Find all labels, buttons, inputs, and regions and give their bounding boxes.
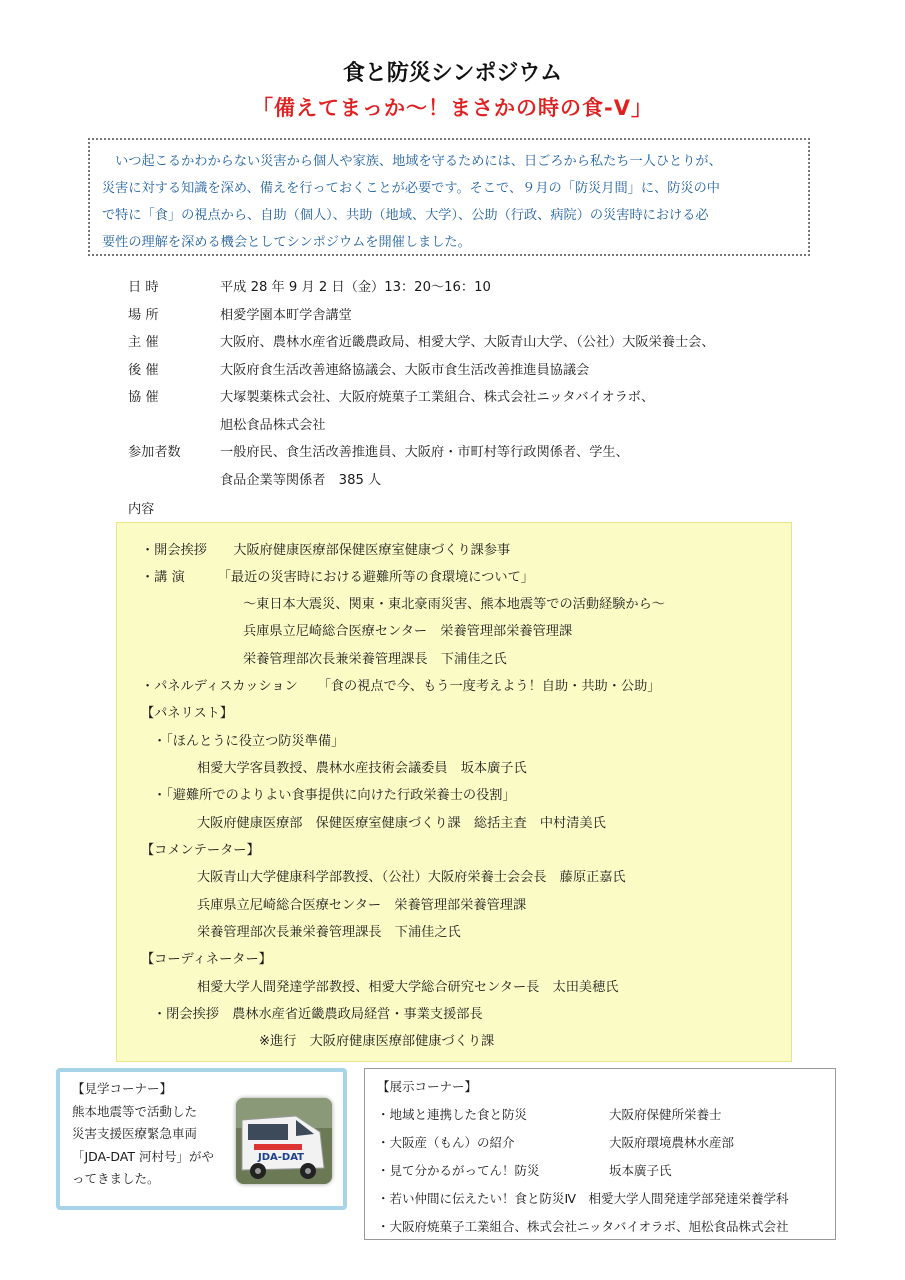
program-line: 相愛大学客員教授、農林水産技術会議委員 坂本廣子氏: [197, 761, 527, 776]
info-value: 大塚製薬株式会社、大阪府焼菓子工業組合、株式会社ニッタバイオラボ、: [220, 390, 655, 405]
exhibit-exhibitor: 大阪府環境農林水産部: [609, 1135, 735, 1150]
exhibit-corner: [364, 1068, 836, 1240]
intro-box: [88, 138, 810, 256]
intro-line: 要性の理解を深める機会としてシンポジウムを開催しました。: [102, 235, 471, 250]
info-row-participants: [128, 439, 828, 494]
info-value: 一般府民、食生活改善推進員、大阪府・市町村等行政関係者、学生、: [220, 445, 629, 460]
program-line: ・「ほんとうに役立つ防災準備」: [153, 734, 345, 749]
van-logo-text: JDA-DAT: [258, 1152, 304, 1163]
info-value: 食品企業等関係者 385 人: [220, 472, 382, 488]
program-line: ・「避難所でのよりよい食事提供に向けた行政栄養士の役割」: [153, 788, 516, 803]
visit-line: ってきました。: [72, 1171, 160, 1186]
program-line: 相愛大学人間発達学部教授、相愛大学総合研究センター長 太田美穂氏: [197, 980, 619, 995]
visit-corner: [56, 1068, 347, 1210]
event-info: [128, 274, 828, 494]
info-value: 大阪府食生活改善連絡協議会、大阪市食生活改善推進員協議会: [220, 362, 590, 378]
page-title: 食と防災シンポジウム: [342, 61, 563, 86]
info-key: 後 催: [128, 362, 159, 378]
visit-line: 熊本地震等で活動した: [72, 1103, 198, 1119]
program-line: ・パネルディスカッション 「食の視点で今、もう一度考えよう！自助・共助・公助」: [141, 679, 661, 694]
visit-line: 「JDA-DAT 河村号」がや: [72, 1148, 214, 1164]
info-row-organizer: [128, 329, 828, 357]
exhibit-item: ・地域と連携した食と防災: [377, 1107, 528, 1122]
info-value: 相愛学園本町学舎講堂: [220, 307, 352, 323]
program-box: [116, 522, 792, 1062]
program-line: 大阪府健康医療部 保健医療室健康づくり課 総括主査 中村清美氏: [197, 816, 606, 831]
visit-line: 災害支援医療緊急車両: [72, 1126, 198, 1141]
program-section-heading: 【コメンテーター】: [141, 843, 260, 858]
intro-line: 災害に対する知識を深め、備えを行っておくことが必要です。そこで、９月の「防災月間」に、防災の中: [102, 181, 720, 196]
program-line: ※進行 大阪府健康医療部健康づくり課: [259, 1034, 495, 1049]
program-line: 栄養管理部次長兼栄養管理課長 下浦佳之氏: [197, 925, 461, 940]
exhibit-item: ・大阪府焼菓子工業組合、株式会社ニッタバイオラボ、旭松食品株式会社: [377, 1219, 789, 1234]
info-row-supporter: [128, 357, 828, 385]
exhibit-item: ・大阪産（もん）の紹介: [377, 1135, 515, 1150]
exhibit-item: ・見て分かるがってん！防災: [377, 1163, 540, 1178]
exhibit-heading: 【展示コーナー】: [377, 1079, 478, 1094]
info-key: 主 催: [128, 335, 159, 350]
info-key: 場 所: [128, 307, 159, 323]
info-key: 日 時: [128, 280, 159, 295]
program-line: ・閉会挨拶 農林水産省近畿農政局経営・事業支援部長: [153, 1007, 483, 1022]
exhibit-item: ・若い仲間に伝えたい！食と防災Ⅳ 相愛大学人間発達学部発達栄養学科: [377, 1191, 789, 1206]
page-subtitle: 「備えてまっか～！まさかの時の食-Ⅴ」: [252, 96, 653, 120]
exhibit-exhibitor: 大阪府保健所栄養士: [609, 1107, 722, 1122]
contents-label: 内容: [128, 502, 155, 517]
van-photo: [236, 1098, 332, 1184]
program-line: 兵庫県立尼崎総合医療センター 栄養管理部栄養管理課: [197, 898, 527, 913]
program-line: ～東日本大震災、関東・東北豪雨災害、熊本地震等での活動経験から～: [243, 597, 665, 612]
info-row-sponsor: [128, 384, 828, 439]
info-value: 大阪府、農林水産省近畿農政局、相愛大学、大阪青山大学、（公社）大阪栄養士会、: [220, 335, 715, 350]
info-row-date: [128, 274, 828, 302]
exhibit-exhibitor: 坂本廣子氏: [609, 1163, 672, 1178]
visit-heading: 【見学コーナー】: [72, 1081, 173, 1096]
program-line: ・講 演 「最近の災害時における避難所等の食環境について」: [141, 570, 534, 585]
intro-line: いつ起こるかわからない災害から個人や家族、地域を守るためには、日ごろから私たち一人ひとりが、: [102, 154, 722, 169]
info-row-venue: [128, 302, 828, 330]
info-value: 旭松食品株式会社: [220, 417, 326, 433]
program-line: 大阪青山大学健康科学部教授、（公社）大阪府栄養士会会長 藤原正嘉氏: [197, 870, 626, 885]
info-value: 平成 28 年 9 月 2 日（金）13：20～16：10: [220, 280, 491, 295]
info-key: 参加者数: [128, 445, 181, 460]
program-section-heading: 【コーディネーター】: [141, 952, 272, 967]
info-key: 協 催: [128, 390, 159, 405]
program-line: 栄養管理部次長兼栄養管理課長 下浦佳之氏: [243, 652, 507, 667]
program-line: 兵庫県立尼崎総合医療センター 栄養管理部栄養管理課: [243, 624, 573, 639]
program-line: ・開会挨拶 大阪府健康医療部保健医療室健康づくり課参事: [141, 543, 511, 558]
program-section-heading: 【パネリスト】: [141, 706, 234, 721]
intro-line: で特に「食」の視点から、自助（個人）、共助（地域、大学）、公助（行政、病院）の災害時における必: [102, 208, 709, 223]
